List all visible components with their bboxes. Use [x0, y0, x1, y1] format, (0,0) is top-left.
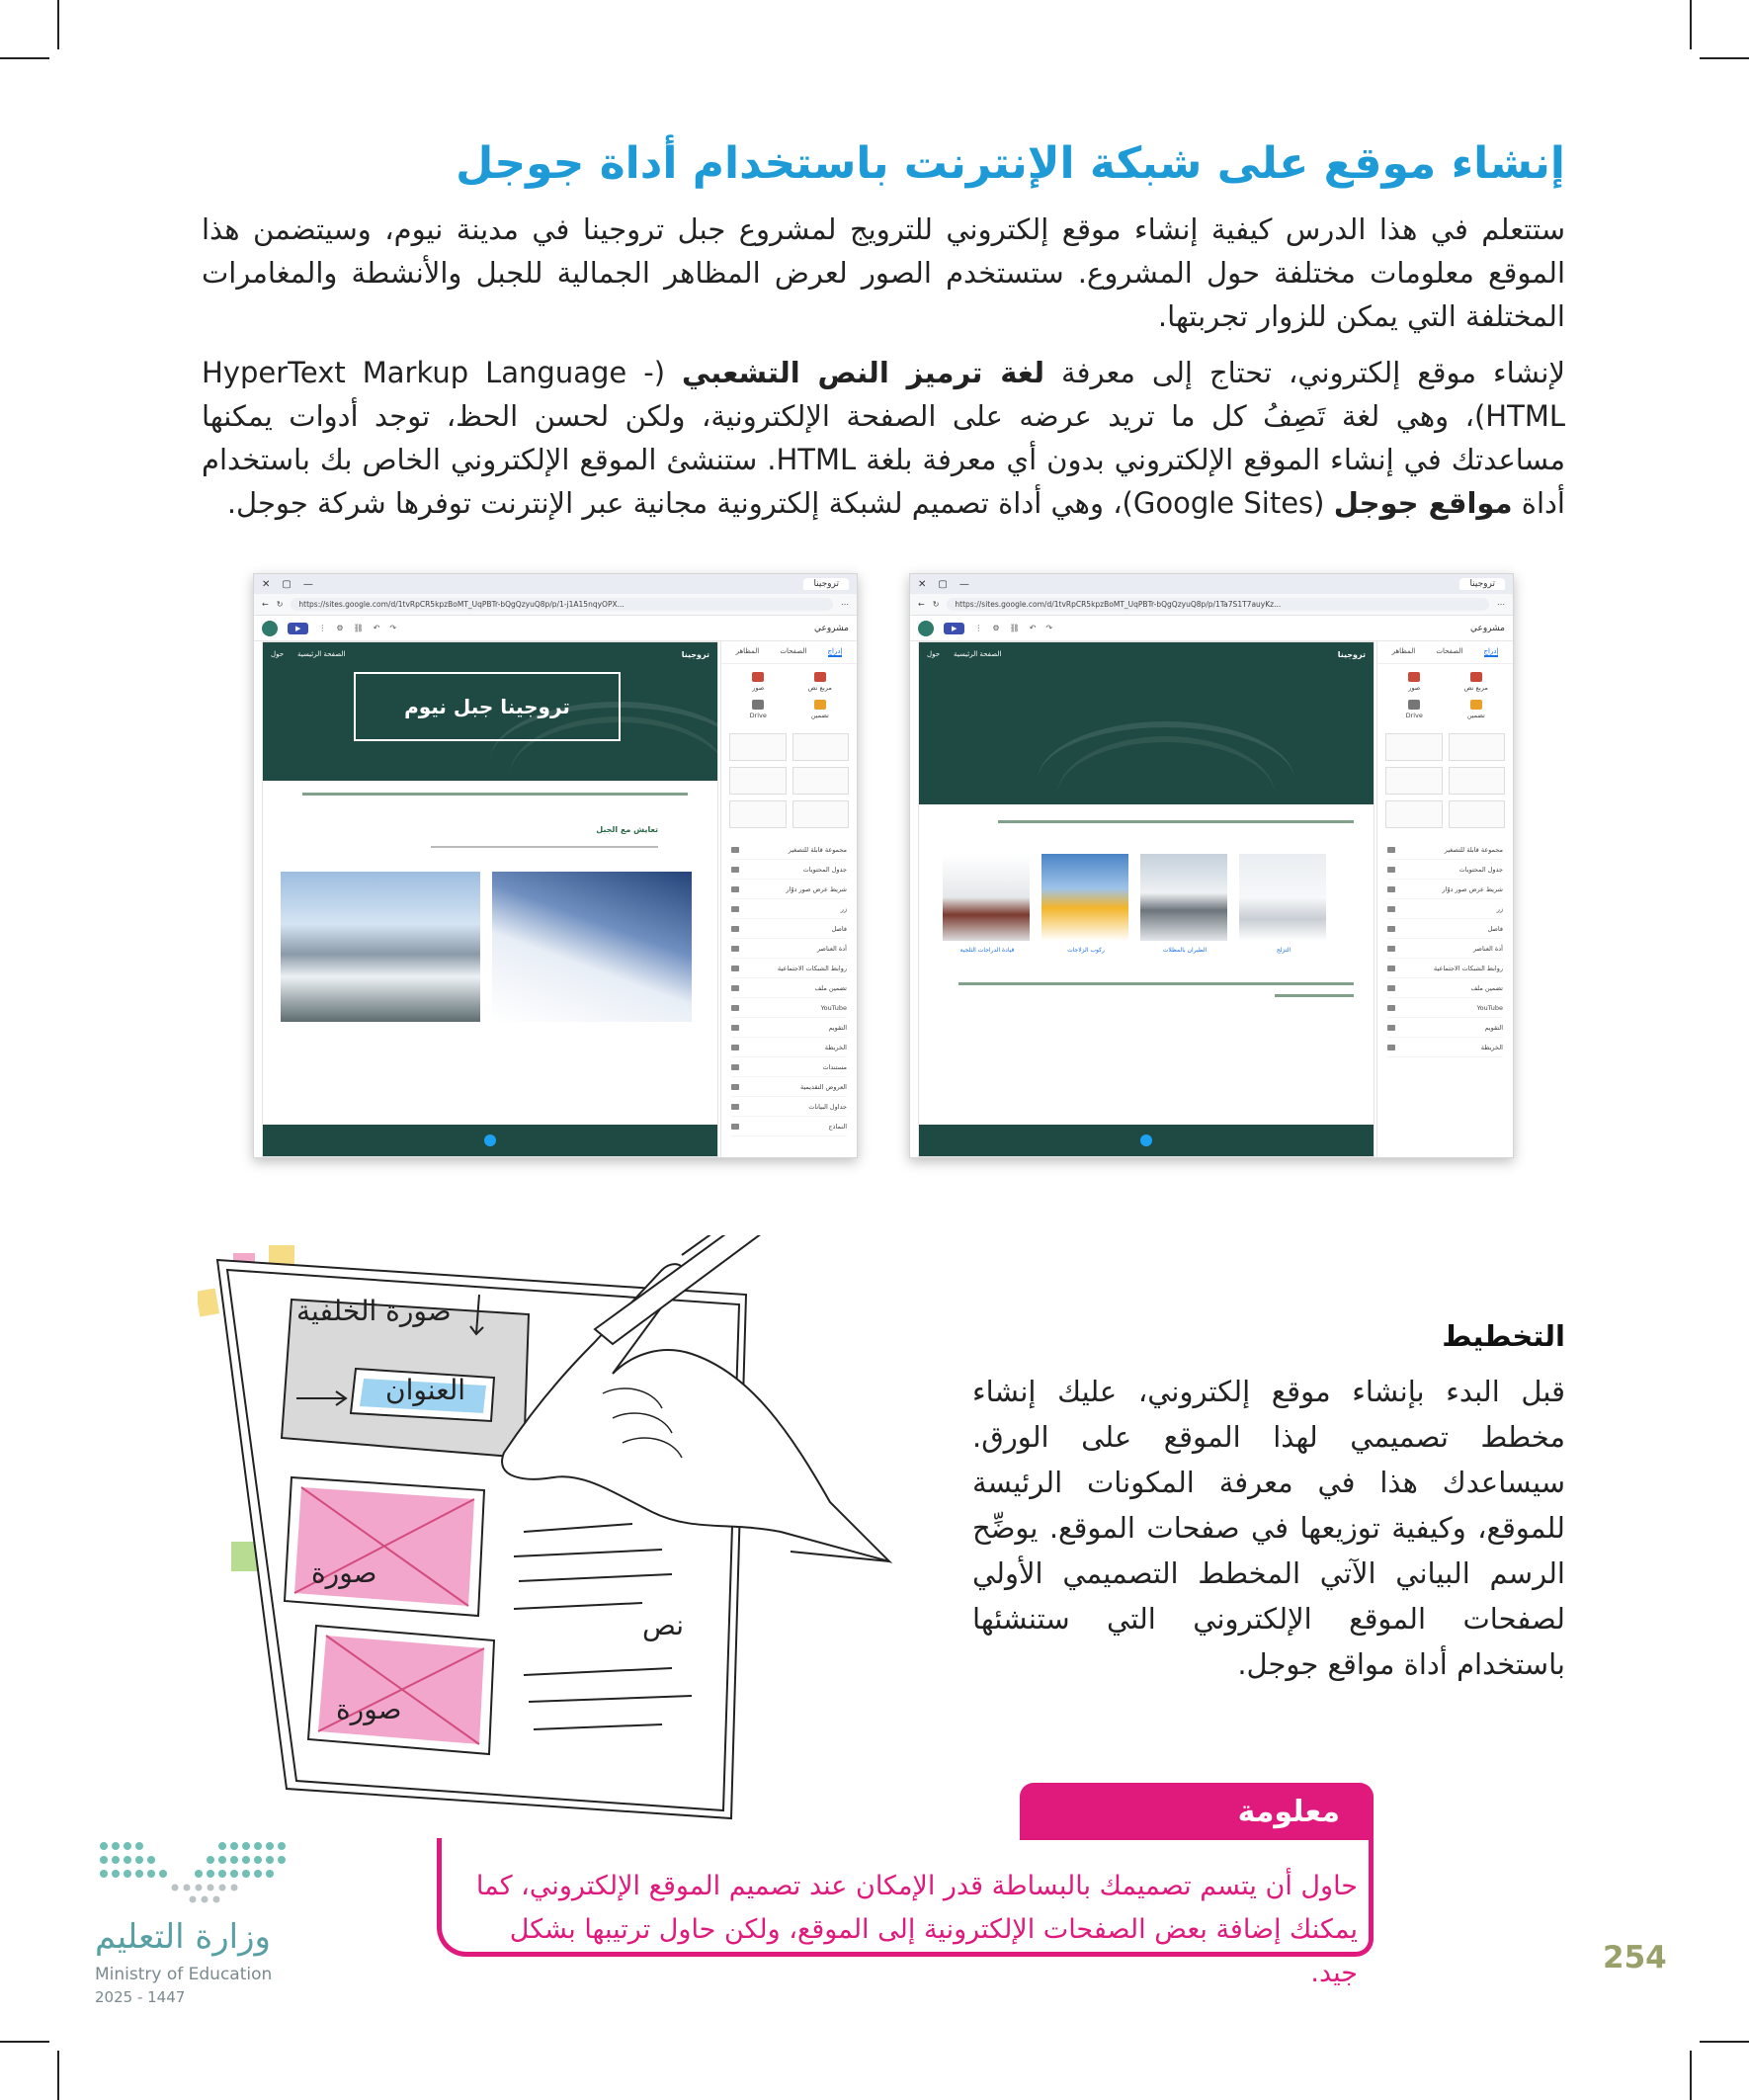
text-line	[431, 846, 658, 848]
layout-block[interactable]	[729, 767, 787, 795]
layout-block[interactable]	[729, 800, 787, 828]
site-canvas[interactable]	[918, 641, 1374, 1157]
browser-urlbar	[254, 594, 857, 616]
insert-label: مربع نص	[807, 684, 832, 692]
back-icon[interactable]: ←	[262, 600, 269, 609]
undo-icon[interactable]: ↶	[1029, 624, 1037, 632]
insert-panel	[720, 641, 857, 1157]
nav-link[interactable]: الصفحة الرئيسية	[297, 650, 346, 658]
insert-drive[interactable]	[1387, 700, 1442, 719]
browser-tabbar	[910, 574, 1513, 594]
insert-list	[1377, 834, 1513, 1063]
insert-textbox[interactable]	[1450, 672, 1504, 692]
insert-embed[interactable]	[1450, 700, 1504, 719]
lesson-title: إنشاء موقع على شبكة الإنترنت باستخدام أداة جوجل	[456, 138, 1565, 189]
insert-label: تضمين	[810, 712, 829, 719]
close-icon[interactable]: ✕	[918, 578, 927, 590]
layout-blocks	[721, 727, 857, 834]
insert-label: Drive	[749, 712, 767, 719]
site-brand: تروجينا	[1337, 650, 1366, 659]
sites-toolbar	[254, 616, 857, 641]
header-title-box[interactable]: تروجينا جبل نيوم	[354, 672, 621, 741]
layout-block[interactable]	[1385, 767, 1443, 795]
insert-label: Drive	[1405, 712, 1423, 719]
insert-grid	[721, 664, 857, 727]
sketch-text-label: نص	[642, 1609, 685, 1641]
site-nav	[271, 650, 709, 659]
list-item[interactable]: جدول المحتويات	[1387, 860, 1503, 880]
list-item[interactable]: روابط الشبكات الاجتماعية	[1387, 959, 1503, 978]
twitter-icon[interactable]	[1140, 1134, 1152, 1146]
text-line	[998, 820, 1354, 823]
browser-tab[interactable]: تروجينا	[1459, 578, 1505, 590]
crop-mark	[1700, 57, 1749, 59]
insert-embed[interactable]	[793, 700, 848, 719]
gear-icon[interactable]: ⚙	[336, 624, 344, 632]
url-field[interactable]: https://sites.google.com/d/1tvRpCR5kpzBoMT_UqPBTr-bQgQzyuQ8p/p/1-j1A15nqyOPX...	[291, 598, 833, 611]
tab-themes[interactable]: المظاهر	[1391, 647, 1416, 655]
list-item[interactable]: مجموعة قابلة للتصغير	[731, 840, 847, 860]
site-footer	[263, 1125, 717, 1156]
tab-pages[interactable]: الصفحات	[1436, 647, 1463, 655]
site-canvas[interactable]	[262, 641, 718, 1157]
site-header	[263, 642, 717, 781]
nav-link[interactable]: حول	[927, 650, 941, 658]
panel-tabs	[721, 641, 857, 664]
insert-panel	[1376, 641, 1513, 1157]
refresh-icon[interactable]: ↻	[276, 600, 284, 609]
list-item[interactable]: جدول المحتويات	[731, 860, 847, 880]
ministry-name-ar: وزارة التعليم	[95, 1917, 271, 1957]
nav-link[interactable]: حول	[271, 650, 285, 658]
nav-link[interactable]: الصفحة الرئيسية	[954, 650, 1002, 658]
list-item[interactable]: فاصل	[731, 919, 847, 939]
snowboard-photo[interactable]	[1041, 854, 1128, 941]
tab-insert[interactable]: إدراج	[827, 647, 843, 655]
back-icon[interactable]: ←	[918, 600, 925, 609]
sketch-image-label: صورة	[311, 1556, 377, 1589]
para-text: (HyperText Markup Language - HTML)، وهي لغة تَصِفُ كل ما تريد عرضه على الصفحة الإلكترونية، ولكن لحسن الحظ، توجد أدوات يمكنها مساعدتك في إنشاء الموقع الإلكتروني بدون أي معرفة بلغة HTML. ستنشئ الموقع الإلكتروني الخاص بك باستخدام أداة	[202, 356, 1565, 520]
crop-mark	[0, 57, 49, 59]
list-item[interactable]: الخريطة	[1387, 1038, 1503, 1057]
list-item[interactable]: تضمين ملف	[731, 978, 847, 998]
refresh-icon[interactable]: ↻	[932, 600, 940, 609]
browser-tabbar	[254, 574, 857, 594]
page-number: 254	[1603, 1940, 1667, 1975]
ministry-year: 2025 - 1447	[95, 1988, 186, 2006]
gear-icon[interactable]: ⚙	[992, 624, 1000, 632]
site-footer	[919, 1125, 1374, 1156]
browser-urlbar	[910, 594, 1513, 616]
tab-themes[interactable]: المظاهر	[735, 647, 760, 655]
ministry-logo-icon	[94, 1836, 301, 1905]
publish-button[interactable]: ▶	[288, 623, 308, 634]
term-html: لغة ترميز النص التشعبي	[681, 356, 1045, 389]
site-name: مشروعي	[1469, 623, 1505, 633]
avatar[interactable]	[262, 621, 278, 636]
layout-block[interactable]	[1449, 733, 1506, 761]
close-icon[interactable]: ✕	[262, 578, 271, 590]
menu-icon[interactable]: ⋯	[1497, 600, 1505, 609]
minimize-icon[interactable]: —	[302, 578, 313, 590]
site-name: مشروعي	[813, 623, 849, 633]
layout-block[interactable]	[792, 800, 850, 828]
screenshot-right	[909, 573, 1514, 1158]
photo-caption: التزلج	[1276, 947, 1291, 954]
para-text: (Google Sites)، وهي أداة تصميم لشبكة إلكترونية مجانية عبر الإنترنت توفرها شركة جوجل.	[226, 486, 1334, 520]
text-line	[958, 982, 1354, 985]
layout-block[interactable]	[729, 733, 787, 761]
insert-grid	[1377, 664, 1513, 727]
insert-label: تضمين	[1466, 712, 1485, 719]
insert-images[interactable]	[1387, 672, 1442, 692]
crop-mark	[1700, 2041, 1749, 2043]
sketch-image-label: صورة	[336, 1693, 402, 1725]
header-decoration	[1057, 736, 1275, 855]
sketch-background-label: صورة الخلفية	[296, 1295, 452, 1327]
minimize-icon[interactable]: —	[958, 578, 969, 590]
workspace	[910, 641, 1513, 1157]
more-icon[interactable]: ⋮	[974, 624, 983, 632]
list-item[interactable]: أدة العناصر	[731, 939, 847, 959]
list-item[interactable]: العروض التقديمية	[731, 1077, 847, 1097]
crop-mark	[1690, 0, 1692, 49]
layout-block[interactable]	[792, 767, 850, 795]
list-item[interactable]: أدة العناصر	[1387, 939, 1503, 959]
redo-icon[interactable]: ↷	[389, 624, 397, 632]
list-item[interactable]: فاصل	[1387, 919, 1503, 939]
mountain-photo[interactable]	[281, 872, 480, 1022]
workspace	[254, 641, 857, 1157]
twitter-icon[interactable]	[484, 1134, 496, 1146]
insert-textbox[interactable]	[793, 672, 848, 692]
crop-mark	[57, 0, 59, 49]
intro-paragraph: ستتعلم في هذا الدرس كيفية إنشاء موقع إلكتروني للترويج لمشروع جبل تروجينا في مدينة نيوم، وسيتضمن هذا الموقع معلومات مختلفة حول المشروع. ستستخدم الصور لعرض المظاهر الجمالية للجبل والأنشطة والمغامرات المختلفة التي يمكن للزوار تجربتها.	[202, 212, 1565, 333]
link-icon[interactable]: ⛓	[353, 624, 364, 632]
section-subheading: تعايش مع الجبل	[596, 825, 658, 834]
planning-paragraph: قبل البدء بإنشاء موقع إلكتروني، عليك إنشاء مخطط تصميمي لهذا الموقع على الورق. سيساعدك هذا في معرفة المكونات الرئيسة للموقع، وكيفية توزيعها في صفحات الموقع. يوضِّح الرسم البياني الآتي المخطط التصميمي الأولي لصفحات الموقع الإلكتروني التي ستنشئها باستخدام أداة مواقع جوجل.	[972, 1375, 1565, 1681]
list-item[interactable]: YouTube	[731, 998, 847, 1018]
paragliding-photo[interactable]	[1140, 854, 1227, 941]
avatar[interactable]	[918, 621, 934, 636]
site-brand: تروجينا	[681, 650, 709, 659]
list-item[interactable]: التقويم	[731, 1018, 847, 1038]
list-item[interactable]: زر	[731, 899, 847, 919]
list-item[interactable]: النماذج	[731, 1117, 847, 1136]
photo-caption: الطيران بالمظلات	[1162, 947, 1208, 954]
insert-label: صور	[752, 684, 765, 692]
list-item[interactable]: زر	[1387, 899, 1503, 919]
link-icon[interactable]: ⛓	[1009, 624, 1020, 632]
maximize-icon[interactable]: ▢	[282, 578, 292, 590]
crop-mark	[1690, 2051, 1692, 2100]
tab-insert[interactable]: إدراج	[1483, 647, 1499, 655]
text-line	[1275, 994, 1354, 997]
list-item[interactable]: جداول البيانات	[731, 1097, 847, 1117]
layout-block[interactable]	[792, 733, 850, 761]
list-item[interactable]: YouTube	[1387, 998, 1503, 1018]
list-item[interactable]: مجموعة قابلة للتصغير	[1387, 840, 1503, 860]
planning-title: التخطيط	[1442, 1319, 1565, 1353]
ministry-name-en: Ministry of Education	[95, 1965, 273, 1984]
skiing-photo[interactable]	[1239, 854, 1326, 941]
list-item[interactable]: روابط الشبكات الاجتماعية	[731, 959, 847, 978]
screenshot-left	[253, 573, 858, 1158]
info-heading: معلومة	[1020, 1783, 1374, 1840]
crop-mark	[0, 2041, 49, 2043]
tab-pages[interactable]: الصفحات	[780, 647, 807, 655]
layout-block[interactable]	[1385, 733, 1443, 761]
list-item[interactable]: شريط عرض صور دوّار	[1387, 880, 1503, 899]
text-line	[302, 793, 688, 796]
list-item[interactable]: الخريطة	[731, 1038, 847, 1057]
photo-caption: ركوب الزلاجات	[1067, 947, 1105, 954]
site-header	[919, 642, 1374, 804]
crop-mark	[57, 2051, 59, 2100]
photo-caption: قيادة الدراجات الثلجية	[959, 947, 1015, 954]
list-item[interactable]: التقويم	[1387, 1018, 1503, 1038]
sites-toolbar	[910, 616, 1513, 641]
climbers-photo[interactable]	[492, 872, 692, 1022]
undo-icon[interactable]: ↶	[373, 624, 380, 632]
insert-label: مربع نص	[1463, 684, 1488, 692]
site-nav	[927, 650, 1366, 659]
more-icon[interactable]: ⋮	[318, 624, 327, 632]
insert-drive[interactable]	[731, 700, 786, 719]
insert-label: صور	[1408, 684, 1421, 692]
list-item[interactable]: شريط عرض صور دوّار	[731, 880, 847, 899]
browser-tab[interactable]: تروجينا	[803, 578, 849, 590]
maximize-icon[interactable]: ▢	[938, 578, 948, 590]
redo-icon[interactable]: ↷	[1045, 624, 1053, 632]
para-text: لإنشاء موقع إلكتروني، تحتاج إلى معرفة	[1044, 356, 1565, 389]
snowmobile-photo[interactable]	[943, 854, 1030, 941]
layout-block[interactable]	[1449, 767, 1506, 795]
term-google-sites: مواقع جوجل	[1333, 486, 1513, 520]
insert-images[interactable]	[731, 672, 786, 692]
insert-list	[721, 834, 857, 1142]
layout-block[interactable]	[1449, 800, 1506, 828]
menu-icon[interactable]: ⋯	[841, 600, 849, 609]
sketch-title-label: العنوان	[385, 1374, 466, 1406]
panel-tabs	[1377, 641, 1513, 664]
html-paragraph	[202, 351, 1565, 525]
wireframe-sketch	[198, 1235, 939, 1828]
list-item[interactable]: مستندات	[731, 1057, 847, 1077]
info-text: حاول أن يتسم تصميمك بالبساطة قدر الإمكان عند تصميم الموقع الإلكتروني، كما يمكنك إضافة بعض الصفحات الإلكترونية إلى الموقع، ولكن حاول ترتيبها بشكل جيد.	[475, 1871, 1358, 1988]
list-item[interactable]: تضمين ملف	[1387, 978, 1503, 998]
publish-button[interactable]: ▶	[944, 623, 964, 634]
layout-block[interactable]	[1385, 800, 1443, 828]
url-field[interactable]: https://sites.google.com/d/1tvRpCR5kpzBoMT_UqPBTr-bQgQzyuQ8p/p/1Ta7S1T7auyKz...	[947, 598, 1489, 611]
layout-blocks	[1377, 727, 1513, 834]
